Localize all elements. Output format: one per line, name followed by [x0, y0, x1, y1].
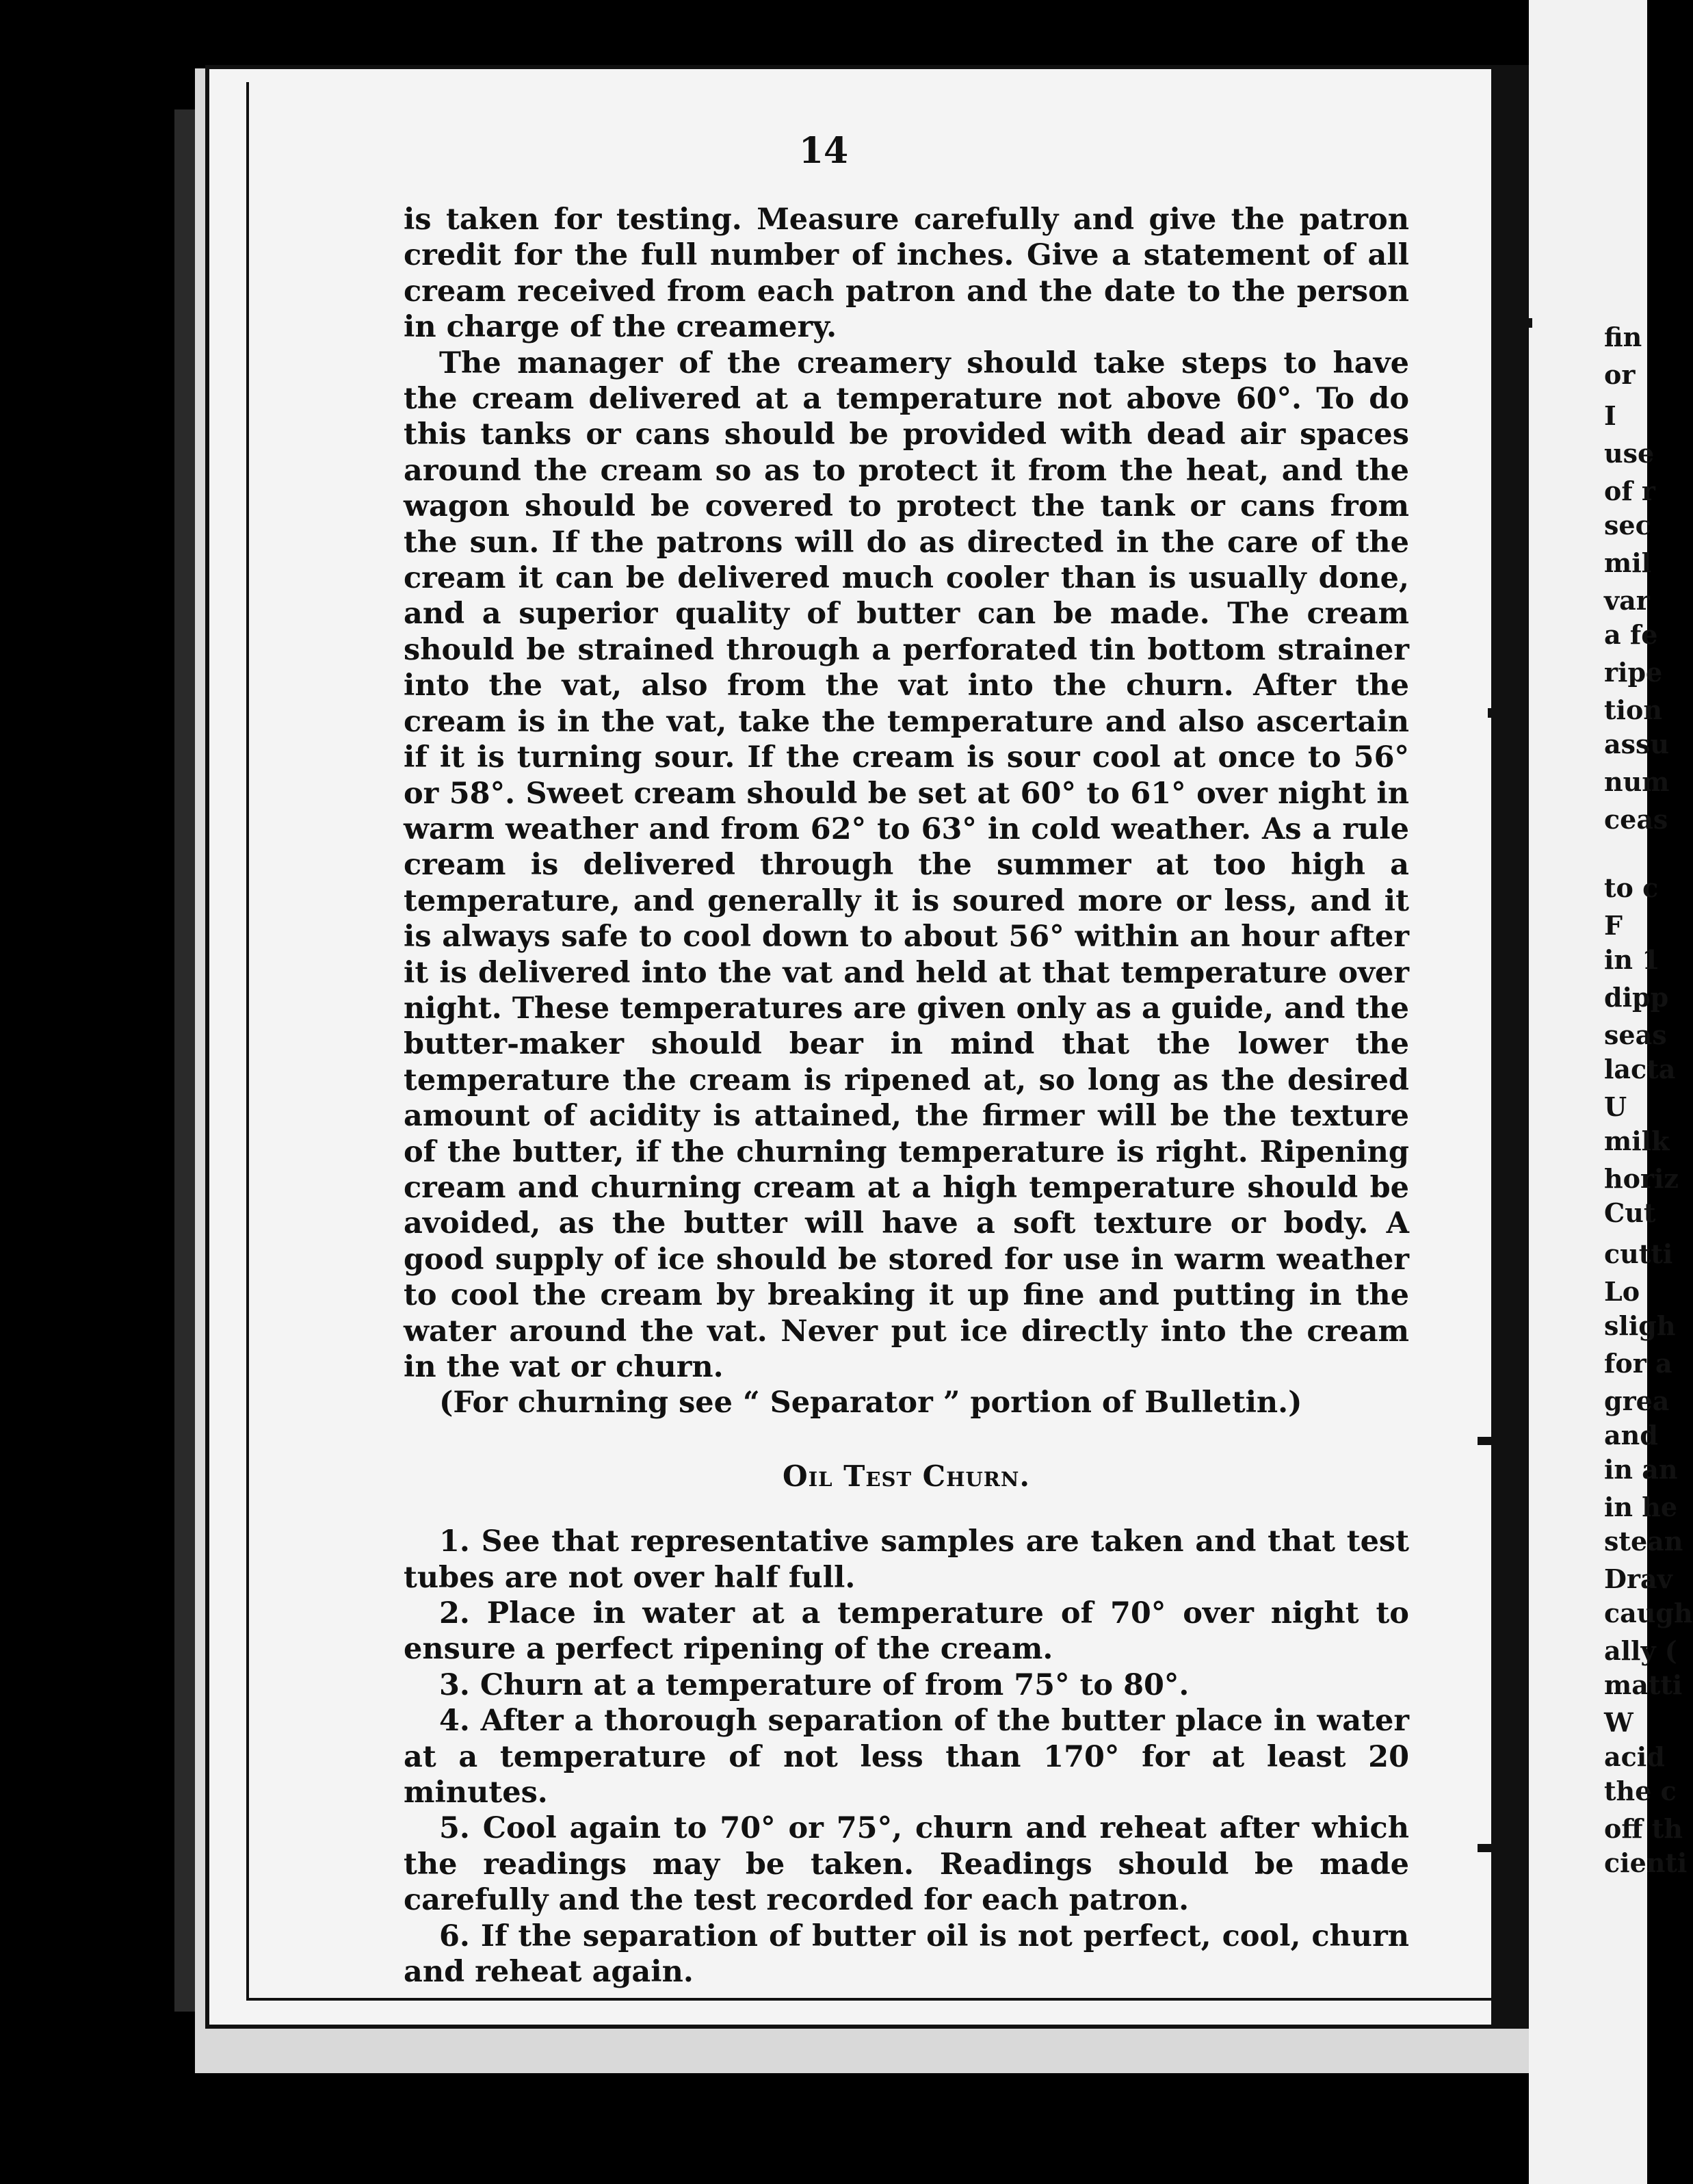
right-page-text-fragment: F — [1604, 910, 1623, 941]
right-page-text-fragment: ally ( — [1604, 1635, 1677, 1666]
right-page-text-fragment: lacta — [1604, 1054, 1676, 1084]
step-item: 6. If the separation of butter oil is not perfect, cool, churn and reheat again. — [404, 1919, 1409, 1990]
right-page-text-fragment: in he — [1604, 1492, 1678, 1522]
right-page-text-fragment: fin — [1604, 322, 1642, 352]
step-item: 1. See that representative samples are taken and that test tubes are not over half full. — [404, 1524, 1409, 1595]
right-page-text-fragment: num — [1604, 766, 1670, 797]
right-page-fragment — [1529, 0, 1693, 2184]
right-page-text-fragment: use — [1604, 438, 1655, 469]
book-gutter — [1491, 65, 1529, 2029]
right-page-text-fragment: acid — [1604, 1741, 1665, 1772]
right-page-text-fragment: U — [1604, 1091, 1627, 1122]
gutter-mark — [1491, 318, 1532, 328]
right-page-text-fragment: cutti — [1604, 1238, 1673, 1269]
right-page-text-fragment: var — [1604, 585, 1650, 616]
step-item: 2. Place in water at a temperature of 70° over night to ensure a perfect ripening of the cream. — [404, 1596, 1409, 1667]
right-page-text-fragment: tion — [1604, 694, 1662, 725]
right-page-text-fragment: grea — [1604, 1386, 1670, 1416]
right-page-text-fragment: in 1 — [1604, 944, 1660, 975]
paragraph-cream-temperature: The manager of the creamery should take steps to have the cream delivered at a temperature not above 60°. To do this tanks or cans should be provided with dead air spaces around the cream so as to protect it from the heat, and the wagon should be covered to protect the tank or cans from the sun. If the patrons will do as directed in the care of the cream it can be delivered much cooler than is usually done, and a superior quality of butter can be made. The cream should be strained through a perforated tin bottom strainer into the vat, also from the vat into the churn. After the cream is in the vat, take the temperature and also ascertain if it is turning sour. If the cream is sour cool at once to 56° or 58°. Sweet cream should be set at 60° to 61° over night in warm weather and from 62° to 63° in cold weather. As a rule cream is delivered through the summer at too high a temperature, and generally it is soured more or less, and it is always safe to cool down to about 56° within an hour after it is delivered into the vat and held at that temperature over night. These temperatures are given only as a guide, and the butter-maker should bear in mind that the lower the temperature the cream is ripened at, so long as the desired amount of acidity is attained, the firmer will be the texture of the butter, if the churning temperature is right. Ripening cream and churning cream at a high temperature should be avoided, as the butter will have a soft texture or body. A good supply of ice should be stored for use in warm weather to cool the cream by breaking it up fine and putting in the water around the vat. Never put ice directly into the cream in the vat or churn. — [404, 346, 1409, 1384]
right-page-text-fragment: off th — [1604, 1813, 1683, 1844]
body-text — [404, 202, 1409, 1990]
paragraph-churning-note: (For churning see “ Separator ” portion of Bulletin.) — [439, 1386, 1302, 1420]
right-page-text-fragment: sec — [1604, 510, 1651, 541]
gutter-mark — [1488, 708, 1529, 718]
step-item: 4. After a thorough separation of the butter place in water at a temperature of not less than 170° for at least 20 minutes. — [404, 1704, 1409, 1810]
right-page-text-fragment: assu — [1604, 729, 1670, 759]
paragraph-continuation: is taken for testing. Measure carefully and give the patron credit for the full number of inches. Give a statement of all cream received from each patron and the date to the person in charge of the creamery. — [404, 203, 1409, 345]
right-page-text-fragment: a fe — [1604, 619, 1658, 650]
right-page-text-fragment: in an — [1604, 1454, 1678, 1485]
right-page-text-fragment: horiz — [1604, 1163, 1679, 1194]
right-page-text-fragment: I — [1604, 400, 1616, 431]
right-page-text-fragment: of r — [1604, 476, 1655, 506]
gutter-mark — [1478, 1437, 1525, 1445]
right-page-text-fragment: cienti — [1604, 1847, 1688, 1878]
page-number: 14 — [798, 130, 849, 172]
right-page-text-fragment: matti — [1604, 1669, 1683, 1700]
right-page-text-fragment: caugh — [1604, 1598, 1693, 1628]
right-page-text-fragment: sligh — [1604, 1310, 1676, 1341]
step-item: 3. Churn at a temperature of from 75° to 80°. — [439, 1667, 1190, 1702]
right-page-text-fragment: ripe — [1604, 657, 1663, 688]
right-page-text-fragment: W — [1604, 1707, 1633, 1738]
right-page-text-fragment: dipp — [1604, 982, 1669, 1013]
right-page-text-fragment: milk — [1604, 1126, 1670, 1156]
right-page-text-fragment: for a — [1604, 1348, 1672, 1379]
right-page-text-fragment: seas — [1604, 1019, 1667, 1050]
section-heading: Oil Test Churn. — [782, 1459, 1030, 1493]
right-page-text-fragment: Cut — [1604, 1197, 1656, 1228]
right-page-text-fragment: stean — [1604, 1526, 1683, 1557]
right-page-text-fragment: Drav — [1604, 1563, 1672, 1594]
right-page-text-fragment: mil — [1604, 547, 1652, 578]
gutter-mark — [1478, 1844, 1525, 1852]
right-page-text-fragment: and — [1604, 1420, 1658, 1451]
right-page-text-fragment: or — [1604, 359, 1636, 390]
step-item: 5. Cool again to 70° or 75°, churn and reheat after which the readings may be taken. Readings should be made carefully and the test recorded for each patron. — [404, 1811, 1409, 1918]
right-page-text-fragment: Lo — [1604, 1276, 1640, 1307]
right-page-text-fragment: to c — [1604, 872, 1659, 903]
right-page-text-fragment: the c — [1604, 1776, 1677, 1806]
right-page-text-fragment: ceas — [1604, 804, 1668, 835]
scan-edge-left — [174, 109, 195, 2012]
